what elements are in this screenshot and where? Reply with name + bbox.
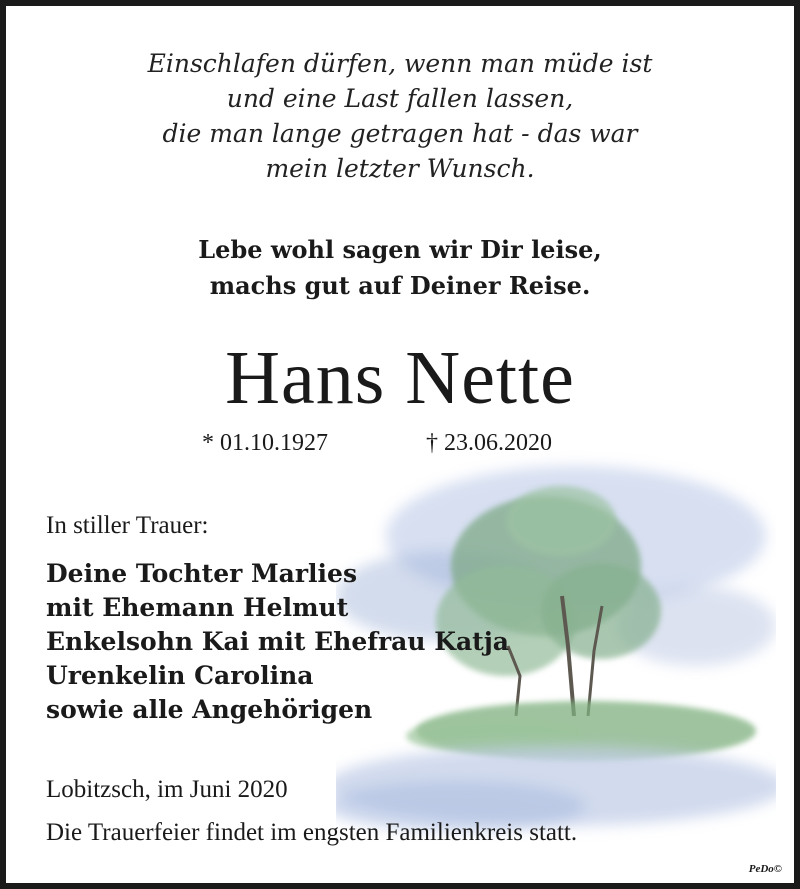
mourner-entry: sowie alle Angehörigen: [46, 695, 373, 724]
deceased-name: Hans Nette: [225, 336, 575, 420]
mourning-intro: In stiller Trauer:: [46, 512, 209, 539]
poem-line: mein letzter Wunsch.: [265, 154, 535, 183]
poem-verse: [6, 46, 794, 186]
farewell-line: Lebe wohl sagen wir Dir leise,: [198, 235, 602, 264]
place-and-date: Lobitzsch, im Juni 2020: [46, 776, 288, 803]
poem-line: die man lange getragen hat - das war: [162, 119, 638, 148]
mourner-entry: Deine Tochter Marlies: [46, 559, 358, 588]
farewell-line: machs gut auf Deiner Reise.: [209, 271, 591, 300]
death-date: † 23.06.2020: [426, 430, 552, 456]
poem-line: und eine Last fallen lassen,: [226, 84, 574, 113]
birth-date: * 01.10.1927: [202, 430, 328, 456]
mourner-entry: mit Ehemann Helmut: [46, 593, 349, 622]
mourner-entry: Urenkelin Carolina: [46, 661, 314, 690]
artist-signature: PeDo©: [748, 863, 782, 875]
mourners-list: [46, 557, 509, 727]
farewell-verse: [6, 232, 794, 304]
mourner-entry: Enkelsohn Kai mit Ehefrau Katja: [46, 627, 509, 656]
ceremony-note: Die Trauerfeier findet im engsten Familienkreis statt.: [46, 819, 578, 846]
poem-line: Einschlafen dürfen, wenn man müde ist: [147, 49, 653, 78]
